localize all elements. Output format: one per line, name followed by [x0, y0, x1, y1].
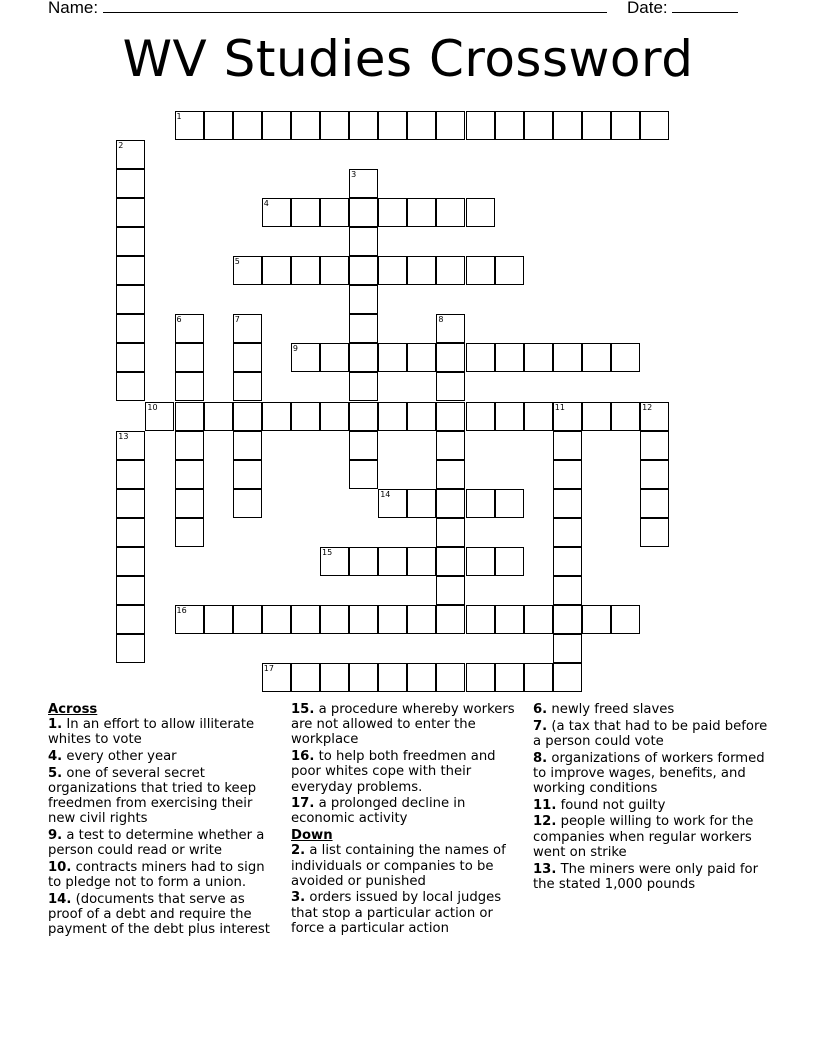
grid-cell[interactable] — [204, 605, 233, 634]
clue-item-number: 9. — [48, 828, 63, 844]
grid-cell[interactable] — [262, 663, 291, 692]
grid-cell[interactable] — [233, 489, 262, 518]
grid-cell[interactable] — [291, 256, 320, 285]
grid-cell[interactable] — [349, 285, 378, 314]
grid-cell[interactable] — [524, 663, 553, 692]
clue-item — [291, 749, 527, 795]
grid-cell[interactable] — [175, 460, 204, 489]
grid-cell[interactable] — [291, 111, 320, 140]
clue-item-number: 14. — [48, 891, 72, 907]
grid-cell[interactable] — [436, 343, 465, 372]
grid-cell[interactable] — [495, 663, 524, 692]
clue-item — [291, 890, 527, 936]
grid-cell[interactable] — [116, 285, 145, 314]
grid-cell[interactable] — [175, 343, 204, 372]
clue-item — [533, 862, 773, 892]
grid-cell[interactable] — [553, 518, 582, 547]
grid-cell[interactable] — [378, 605, 407, 634]
clue-number-1: 1 — [176, 111, 182, 121]
clue-item — [291, 796, 527, 826]
clue-item-number: 16. — [291, 749, 315, 765]
clue-item — [291, 702, 527, 748]
grid-cell[interactable] — [553, 605, 582, 634]
clue-item-text: people willing to work for the companies when regular workers went on strike — [533, 814, 754, 860]
grid-cell[interactable] — [320, 402, 349, 431]
grid-cell[interactable] — [466, 256, 495, 285]
grid-cell[interactable] — [116, 547, 145, 576]
grid-cell[interactable] — [466, 402, 495, 431]
grid-cell[interactable] — [407, 547, 436, 576]
grid-cell[interactable] — [378, 547, 407, 576]
grid-cell[interactable] — [640, 518, 669, 547]
clue-item-text: newly freed slaves — [547, 702, 675, 717]
clue-item-number: 11. — [533, 797, 557, 813]
clue-item — [533, 702, 773, 717]
grid-cell[interactable] — [233, 256, 262, 285]
grid-cell[interactable] — [291, 198, 320, 227]
clue-item-text: contracts miners had to sign to pledge not to form a union. — [48, 860, 265, 891]
grid-cell[interactable] — [175, 518, 204, 547]
grid-cell[interactable] — [466, 198, 495, 227]
grid-cell[interactable] — [291, 402, 320, 431]
grid-cell[interactable] — [116, 460, 145, 489]
clue-item — [48, 860, 273, 890]
clue-item-number: 13. — [533, 861, 557, 877]
clue-item-number: 8. — [533, 750, 548, 766]
grid-cell[interactable] — [640, 402, 669, 431]
grid-cell[interactable] — [175, 489, 204, 518]
grid-cell[interactable] — [436, 314, 465, 343]
grid-cell[interactable] — [116, 489, 145, 518]
grid-cell[interactable] — [436, 431, 465, 460]
clue-number-13: 13 — [118, 431, 129, 441]
grid-cell[interactable] — [320, 343, 349, 372]
clue-item-text: one of several secret organizations that tried to keep freedmen from exercising their new civil rights — [48, 765, 257, 827]
grid-cell[interactable] — [349, 227, 378, 256]
clues-heading-across: Across — [48, 702, 98, 717]
grid-cell[interactable] — [233, 111, 262, 140]
grid-cell[interactable] — [116, 227, 145, 256]
grid-cell[interactable] — [349, 198, 378, 227]
clue-number-11: 11 — [554, 402, 565, 412]
clue-number-14: 14 — [380, 489, 391, 499]
grid-cell[interactable] — [495, 402, 524, 431]
grid-cell[interactable] — [116, 634, 145, 663]
grid-cell[interactable] — [495, 547, 524, 576]
grid-cell[interactable] — [291, 663, 320, 692]
grid-cell[interactable] — [640, 431, 669, 460]
grid-cell[interactable] — [640, 489, 669, 518]
clue-item-text: to help both freedmen and poor whites cope with their everyday problems. — [291, 749, 496, 795]
grid-cell[interactable] — [291, 605, 320, 634]
grid-cell[interactable] — [553, 343, 582, 372]
grid-cell[interactable] — [175, 402, 204, 431]
grid-cell[interactable] — [611, 343, 640, 372]
grid-cell[interactable] — [378, 489, 407, 518]
clue-item — [48, 828, 273, 858]
clues-column-2 — [291, 702, 527, 938]
grid-cell[interactable] — [407, 111, 436, 140]
clue-item — [533, 814, 773, 860]
clue-item — [533, 798, 773, 813]
clues-column-1 — [48, 702, 273, 939]
grid-cell[interactable] — [553, 576, 582, 605]
grid-cell[interactable] — [611, 605, 640, 634]
clue-item-text: a list containing the names of individuals or companies to be avoided or punished — [291, 843, 506, 889]
grid-cell[interactable] — [407, 605, 436, 634]
clue-number-5: 5 — [234, 257, 240, 266]
grid-cell[interactable] — [407, 198, 436, 227]
clue-item — [533, 751, 773, 797]
grid-cell[interactable] — [262, 111, 291, 140]
grid-cell[interactable] — [436, 460, 465, 489]
grid-cell[interactable] — [436, 111, 465, 140]
clue-number-10: 10 — [147, 402, 158, 412]
grid-cell[interactable] — [175, 314, 204, 343]
clue-item-number: 10. — [48, 860, 72, 876]
clues-heading-down: Down — [291, 828, 333, 844]
grid-cell[interactable] — [582, 111, 611, 140]
clue-item — [48, 717, 273, 747]
grid-cell[interactable] — [495, 111, 524, 140]
grid-cell[interactable] — [349, 402, 378, 431]
grid-cell[interactable] — [611, 402, 640, 431]
clue-item-text: a prolonged decline in economic activity — [291, 796, 466, 827]
grid-cell[interactable] — [582, 343, 611, 372]
grid-cell[interactable] — [436, 402, 465, 431]
grid-cell[interactable] — [524, 605, 553, 634]
grid-cell[interactable] — [436, 576, 465, 605]
grid-cell[interactable] — [233, 605, 262, 634]
clue-item-text: every other year — [62, 749, 177, 765]
grid-cell[interactable] — [204, 402, 233, 431]
grid-cell[interactable] — [640, 460, 669, 489]
grid-cell[interactable] — [349, 663, 378, 692]
clue-item-text: orders issued by local judges that stop a particular action or force a particular action — [291, 890, 502, 936]
grid-cell[interactable] — [378, 111, 407, 140]
clue-item-number: 1. — [48, 717, 63, 733]
grid-cell[interactable] — [349, 460, 378, 489]
clue-item — [291, 843, 527, 889]
clue-item-number: 17. — [291, 796, 315, 812]
grid-cell[interactable] — [116, 169, 145, 198]
grid-cell[interactable] — [116, 431, 145, 460]
grid-cell[interactable] — [553, 460, 582, 489]
grid-cell[interactable] — [175, 372, 204, 401]
grid-cell[interactable] — [436, 256, 465, 285]
clue-number-4: 4 — [263, 198, 269, 208]
date-label: Date: — [627, 0, 668, 17]
clue-item-text: found not guilty — [556, 797, 666, 813]
clue-item-number: 7. — [533, 718, 548, 734]
clue-item-number: 15. — [291, 702, 315, 717]
clue-number-7: 7 — [234, 315, 240, 325]
grid-cell[interactable] — [116, 576, 145, 605]
grid-cell[interactable] — [349, 256, 378, 285]
grid-cell[interactable] — [291, 343, 320, 372]
grid-cell[interactable] — [262, 198, 291, 227]
grid-cell[interactable] — [407, 343, 436, 372]
grid-cell[interactable] — [233, 314, 262, 343]
grid-cell[interactable] — [378, 256, 407, 285]
grid-cell[interactable] — [116, 140, 145, 169]
clue-item-number: 3. — [291, 890, 306, 906]
grid-cell[interactable] — [116, 256, 145, 285]
clue-number-17: 17 — [263, 664, 274, 674]
grid-cell[interactable] — [233, 402, 262, 431]
grid-cell[interactable] — [553, 663, 582, 692]
grid-cell[interactable] — [233, 460, 262, 489]
grid-cell[interactable] — [640, 111, 669, 140]
grid-cell[interactable] — [524, 111, 553, 140]
grid-cell[interactable] — [320, 111, 349, 140]
grid-cell[interactable] — [466, 343, 495, 372]
grid-cell[interactable] — [407, 663, 436, 692]
grid-cell[interactable] — [407, 402, 436, 431]
grid-cell[interactable] — [349, 343, 378, 372]
grid-cell[interactable] — [349, 372, 378, 401]
grid-cell[interactable] — [495, 343, 524, 372]
grid-cell[interactable] — [466, 547, 495, 576]
clue-item-number: 6. — [533, 702, 548, 717]
grid-cell[interactable] — [407, 489, 436, 518]
grid-cell[interactable] — [349, 314, 378, 343]
grid-cell[interactable] — [436, 663, 465, 692]
grid-cell[interactable] — [320, 198, 349, 227]
clue-item — [48, 749, 273, 764]
grid-cell[interactable] — [349, 111, 378, 140]
clue-number-16: 16 — [176, 606, 187, 616]
grid-cell[interactable] — [553, 489, 582, 518]
grid-cell[interactable] — [495, 256, 524, 285]
grid-cell[interactable] — [495, 605, 524, 634]
grid-cell[interactable] — [349, 169, 378, 198]
grid-cell[interactable] — [378, 198, 407, 227]
grid-cell[interactable] — [349, 431, 378, 460]
clue-number-2: 2 — [118, 140, 124, 150]
clue-number-6: 6 — [176, 315, 182, 325]
grid-cell[interactable] — [378, 663, 407, 692]
grid-cell[interactable] — [436, 605, 465, 634]
clue-item — [533, 719, 773, 749]
grid-cell[interactable] — [320, 605, 349, 634]
clue-item-number: 2. — [291, 843, 306, 859]
clue-item-text: organizations of workers formed to improve wages, benefits, and working conditions — [533, 750, 765, 797]
grid-cell[interactable] — [466, 489, 495, 518]
grid-cell[interactable] — [582, 605, 611, 634]
grid-cell[interactable] — [524, 343, 553, 372]
grid-cell[interactable] — [553, 634, 582, 663]
clue-item — [48, 892, 273, 938]
grid-cell[interactable] — [378, 343, 407, 372]
clue-item-text: a procedure whereby workers are not allowed to enter the workplace — [291, 702, 515, 748]
clues-column-3 — [533, 702, 773, 893]
grid-cell[interactable] — [407, 256, 436, 285]
clue-number-9: 9 — [292, 344, 298, 354]
grid-cell[interactable] — [349, 547, 378, 576]
grid-cell[interactable] — [262, 605, 291, 634]
clue-item — [48, 766, 273, 827]
clue-number-12: 12 — [642, 402, 653, 412]
grid-cell[interactable] — [436, 547, 465, 576]
grid-cell[interactable] — [175, 605, 204, 634]
grid-cell[interactable] — [175, 111, 204, 140]
grid-cell[interactable] — [495, 489, 524, 518]
grid-cell[interactable] — [116, 518, 145, 547]
grid-cell[interactable] — [553, 111, 582, 140]
grid-cell[interactable] — [116, 372, 145, 401]
clue-item-text: In an effort to allow illiterate whites to vote — [48, 717, 255, 748]
grid-cell[interactable] — [582, 402, 611, 431]
clue-item-text: a test to determine whether a person could read or write — [48, 828, 265, 859]
clue-number-3: 3 — [351, 169, 357, 179]
grid-cell[interactable] — [262, 402, 291, 431]
grid-cell[interactable] — [116, 198, 145, 227]
clue-item-text: (documents that serve as proof of a debt and require the payment of the debt plus interest — [48, 891, 270, 938]
grid-cell[interactable] — [145, 402, 174, 431]
grid-cell[interactable] — [262, 256, 291, 285]
grid-cell[interactable] — [436, 372, 465, 401]
clue-number-8: 8 — [438, 315, 444, 325]
grid-cell[interactable] — [349, 605, 378, 634]
grid-cell[interactable] — [233, 372, 262, 401]
name-label: Name: — [48, 0, 99, 17]
grid-cell[interactable] — [320, 663, 349, 692]
clue-item-number: 12. — [533, 814, 557, 830]
grid-cell[interactable] — [175, 431, 204, 460]
grid-cell[interactable] — [378, 402, 407, 431]
grid-cell[interactable] — [116, 314, 145, 343]
grid-cell[interactable] — [436, 489, 465, 518]
grid-cell[interactable] — [320, 256, 349, 285]
clue-item-number: 4. — [48, 749, 63, 765]
grid-cell[interactable] — [204, 111, 233, 140]
grid-cell[interactable] — [524, 402, 553, 431]
grid-cell[interactable] — [233, 343, 262, 372]
clue-item-text: The miners were only paid for the stated 1,000 pounds — [533, 861, 758, 892]
page-title: WV Studies Crossword — [122, 30, 694, 88]
grid-cell[interactable] — [553, 431, 582, 460]
clue-item-text: (a tax that had to be paid before a person could vote — [533, 718, 768, 749]
grid-cell[interactable] — [436, 518, 465, 547]
grid-cell[interactable] — [466, 111, 495, 140]
clue-item-number: 5. — [48, 765, 63, 781]
grid-cell[interactable] — [553, 547, 582, 576]
grid-cell[interactable] — [466, 605, 495, 634]
grid-cell[interactable] — [553, 402, 582, 431]
grid-cell[interactable] — [233, 431, 262, 460]
grid-cell[interactable] — [466, 663, 495, 692]
grid-cell[interactable] — [116, 605, 145, 634]
grid-cell[interactable] — [611, 111, 640, 140]
grid-cell[interactable] — [320, 547, 349, 576]
grid-cell[interactable] — [436, 198, 465, 227]
clue-number-15: 15 — [322, 548, 333, 557]
grid-cell[interactable] — [116, 343, 145, 372]
